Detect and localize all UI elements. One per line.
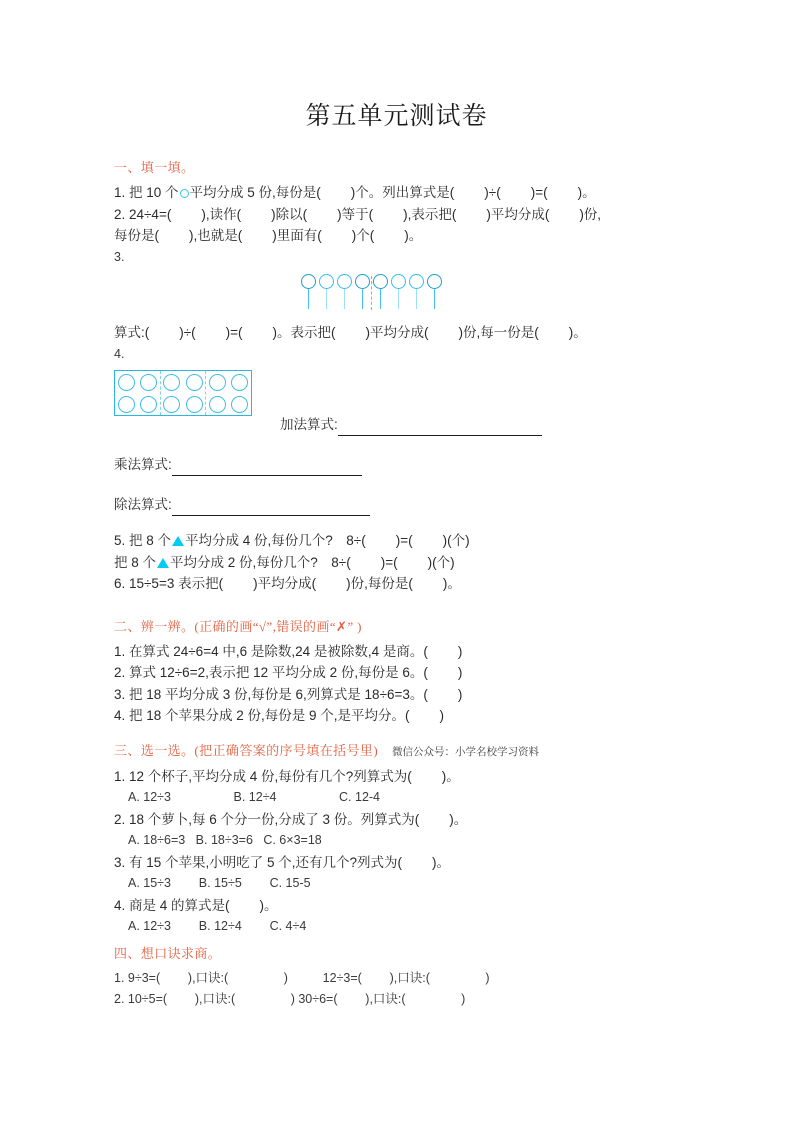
balloon-head bbox=[337, 274, 352, 289]
circle-icon bbox=[180, 189, 189, 198]
balloon-icon bbox=[336, 274, 354, 318]
balloon-string bbox=[326, 289, 327, 309]
question-1-1-text-a: 1. 把 10 个 bbox=[114, 185, 179, 200]
balloon-icon bbox=[354, 274, 372, 318]
addition-equation-row bbox=[114, 414, 680, 436]
question-1-1-text-b: 平均分成 5 份,每份是( )个。列出算式是( )÷( )=( )。 bbox=[189, 185, 596, 200]
balloon-icon bbox=[426, 274, 444, 318]
circle-icon bbox=[118, 374, 135, 391]
circle-icon bbox=[186, 374, 203, 391]
balloon-head bbox=[391, 274, 406, 289]
balloon-string bbox=[416, 289, 417, 309]
multiplication-equation-row bbox=[114, 454, 680, 476]
balloon-icon bbox=[372, 274, 390, 318]
balloon-string bbox=[398, 289, 399, 309]
balloon-head bbox=[409, 274, 424, 289]
addition-equation-blank[interactable] bbox=[338, 420, 542, 436]
question-1-5-text-d: 平均分成 2 份,每份几个? 8÷( )=( )(个) bbox=[170, 554, 455, 570]
circle-icon bbox=[163, 396, 180, 413]
quotient-item: 1. 9÷3=( ),口诀:( ) 12÷3=( ),口诀:( ) bbox=[114, 970, 490, 985]
balloon-icon bbox=[408, 274, 426, 318]
true-false-item: 4. 把 18 个苹果分成 2 份,每份是 9 个,是平均分。( ) bbox=[114, 708, 445, 723]
question-1-3-number: 3. bbox=[114, 249, 125, 264]
choice-question-stem: 2. 18 个萝卜,每 6 个分一份,分成了 3 份。列算式为( )。 bbox=[114, 811, 468, 827]
question-1-1 bbox=[114, 182, 680, 204]
section-heading-two: 二、辨一辨。(正确的画“√”,错误的画“✗” ) bbox=[114, 618, 362, 634]
balloon-string bbox=[362, 289, 363, 309]
circle-group bbox=[115, 371, 160, 415]
circle-icon bbox=[118, 396, 135, 413]
circle-icon bbox=[231, 396, 248, 413]
triangle-icon bbox=[172, 536, 184, 546]
question-1-5-text-c: 把 8 个 bbox=[114, 554, 157, 570]
addition-equation-label: 加法算式: bbox=[280, 417, 338, 432]
circle-group bbox=[205, 371, 251, 415]
balloon-row bbox=[300, 274, 444, 318]
circle-icon bbox=[209, 396, 226, 413]
circle-icon bbox=[140, 396, 157, 413]
question-1-5-line-2 bbox=[114, 552, 680, 574]
balloon-head bbox=[355, 274, 370, 289]
choice-question-stem: 4. 商是 4 的算式是( )。 bbox=[114, 897, 278, 913]
balloon-icon bbox=[300, 274, 318, 318]
true-false-item: 2. 算式 12÷6=2,表示把 12 平均分成 2 份,每份是 6。( ) bbox=[114, 665, 463, 680]
true-false-item: 1. 在算式 24÷6=4 中,6 是除数,24 是被除数,4 是商。( ) bbox=[114, 643, 463, 659]
question-1-2: 2. 24÷4=( ),读作( )除以( )等于( ),表示把( )平均分成( )份, bbox=[114, 206, 602, 222]
balloon-icon bbox=[390, 274, 408, 318]
choice-question-options: A. 12÷3 B. 12÷4 C. 12-4 bbox=[128, 790, 381, 804]
multiplication-equation-label: 乘法算式: bbox=[114, 457, 172, 472]
question-1-5-line-1 bbox=[114, 530, 680, 552]
triangle-icon bbox=[157, 558, 169, 568]
division-equation-label: 除法算式: bbox=[114, 497, 172, 512]
balloons-figure bbox=[114, 274, 680, 320]
circles-grid-figure bbox=[114, 370, 252, 416]
balloon-string bbox=[308, 289, 309, 309]
balloon-string bbox=[434, 289, 435, 309]
multiplication-equation-blank[interactable] bbox=[172, 460, 362, 476]
circle-icon bbox=[186, 396, 203, 413]
choice-question-options: A. 12÷3 B. 12÷4 C. 4÷4 bbox=[128, 919, 307, 933]
section-heading-three: 三、选一选。(把正确答案的序号填在括号里) bbox=[114, 742, 379, 758]
circle-group bbox=[160, 371, 206, 415]
true-false-item: 3. 把 18 平均分成 3 份,每份是 6,列算式是 18÷6=3。( ) bbox=[114, 686, 463, 702]
question-1-2-continued: 每份是( ),也就是( )里面有( )个( )。 bbox=[114, 228, 423, 243]
circle-icon bbox=[209, 374, 226, 391]
question-1-3-answer-line: 算式:( )÷( )=( )。表示把( )平均分成( )份,每一份是( )。 bbox=[114, 325, 587, 340]
balloon-head bbox=[373, 274, 388, 289]
circle-icon bbox=[140, 374, 157, 391]
page-title: 第五单元测试卷 bbox=[305, 103, 488, 130]
question-1-5-text-b: 平均分成 4 份,每份几个? 8÷( )=( )(个) bbox=[185, 533, 470, 548]
choice-question-stem: 3. 有 15 个苹果,小明吃了 5 个,还有几个?列式为( )。 bbox=[114, 854, 451, 870]
balloon-icon bbox=[318, 274, 336, 318]
circle-icon bbox=[163, 374, 180, 391]
balloon-head bbox=[301, 274, 316, 289]
question-1-4-number: 4. bbox=[114, 346, 125, 361]
balloon-string bbox=[380, 289, 381, 309]
question-1-5-text-a: 5. 把 8 个 bbox=[114, 533, 172, 548]
section-heading-one: 一、填一填。 bbox=[114, 160, 195, 175]
worksheet-content bbox=[114, 158, 680, 1011]
section-heading-three-row bbox=[114, 741, 680, 762]
circle-icon bbox=[231, 374, 248, 391]
division-equation-blank[interactable] bbox=[172, 500, 370, 516]
choice-question-options: A. 15÷3 B. 15÷5 C. 15-5 bbox=[128, 876, 311, 890]
balloon-head bbox=[427, 274, 442, 289]
balloon-string bbox=[344, 289, 345, 309]
division-equation-row bbox=[114, 494, 680, 516]
choice-question-options: A. 18÷6=3 B. 18÷3=6 C. 6×3=18 bbox=[128, 833, 322, 847]
watermark-text: 微信公众号：小学名校学习资料 bbox=[392, 745, 540, 758]
balloon-head bbox=[319, 274, 334, 289]
section-heading-four: 四、想口诀求商。 bbox=[114, 945, 222, 961]
choice-question-stem: 1. 12 个杯子,平均分成 4 份,每份有几个?列算式为( )。 bbox=[114, 768, 460, 784]
quotient-item: 2. 10÷5=( ),口诀:( ) 30÷6=( ),口诀:( ) bbox=[114, 992, 466, 1006]
question-1-6: 6. 15÷5=3 表示把( )平均分成( )份,每份是( )。 bbox=[114, 576, 461, 591]
